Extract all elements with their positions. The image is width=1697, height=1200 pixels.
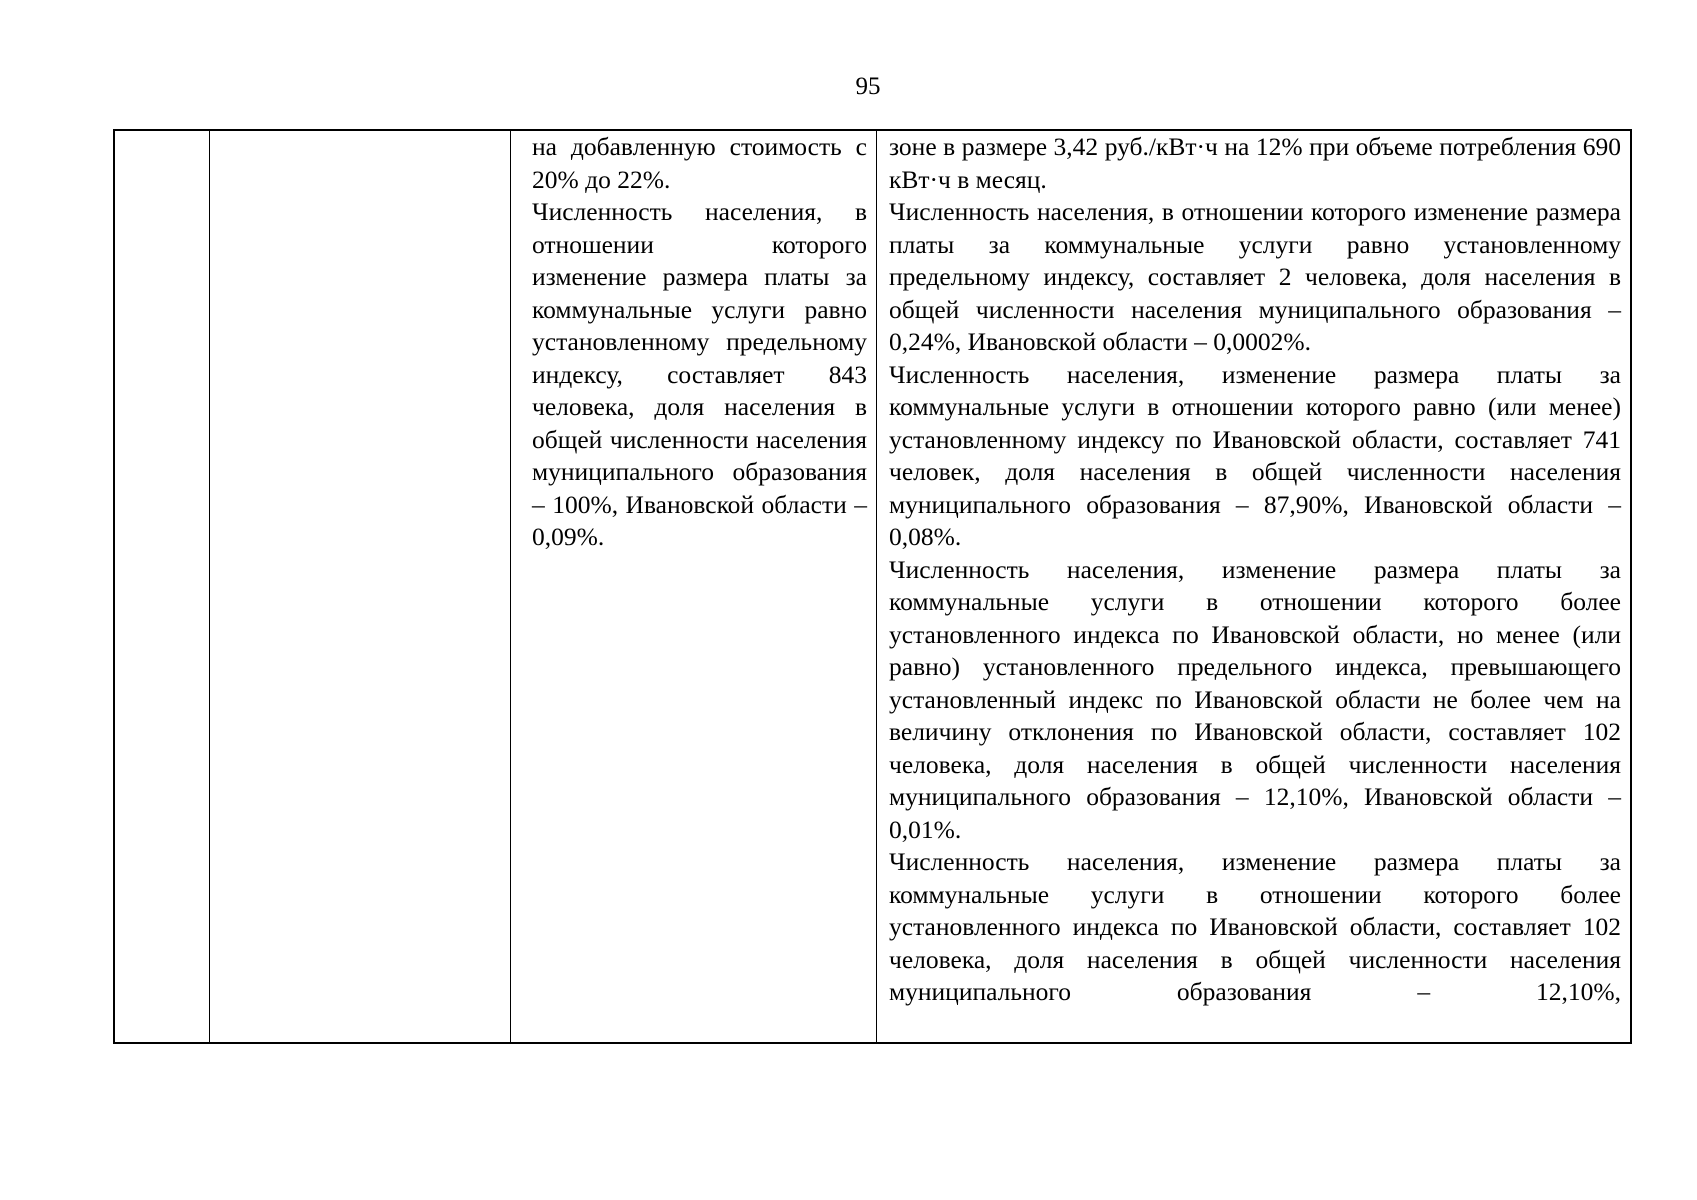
table-cell-assessment: [876, 131, 1632, 1042]
cell-paragraph: Численность населения, изменение размера платы за коммунальные услуги в отношении которого равно (или менее) установленному индексу по Ивановской области, составляет 741 человек, доля населения в общей численности населения муниципального образования – 87,90%, Ивановской области – 0,08%.: [889, 359, 1621, 551]
table-cell-description: [520, 131, 878, 1042]
document-table: [113, 129, 1632, 1044]
cell-paragraph: Численность населения, в отношении которого изменение размера платы за коммунальные услуги равно установленному предельному индексу, составляет 2 человека, доля населения в общей численности населения муниципального образования – 0,24%, Ивановской области – 0,0002%.: [889, 197, 1621, 356]
cell-paragraph: на добавленную стоимость с 20% до 22%.: [532, 132, 867, 194]
cell-paragraph: Численность населения, в отношении которого изменение размера платы за коммунальные услуги равно установленному предельному индексу, составляет 843 человека, доля населения в общей численности населения муниципального образования – 100%, Ивановской области – 0,09%.: [532, 197, 867, 551]
cell-paragraph: Численность населения, изменение размера платы за коммунальные услуги в отношении которого более установленного индекса по Ивановской области, но менее (или равно) установленного предельного индекса, превышающего установленный индекс по Ивановской области не более чем на величину отклонения по Ивановской области, составляет 102 человека, доля населения в общей численности населения муниципального образования – 12,10%, Ивановской области – 0,01%.: [889, 554, 1621, 844]
column-divider: [510, 131, 511, 1042]
cell-paragraph: зоне в размере 3,42 руб./кВт·ч на 12% при объеме потребления 690 кВт·ч в месяц.: [889, 132, 1621, 194]
cell-paragraph: Численность населения, изменение размера платы за коммунальные услуги в отношении которого более установленного индекса по Ивановской области, составляет 102 человека, доля населения в общей численности населения муниципального образования – 12,10%,: [889, 847, 1621, 1006]
page-number: 95: [855, 73, 881, 100]
column-divider: [209, 131, 210, 1042]
